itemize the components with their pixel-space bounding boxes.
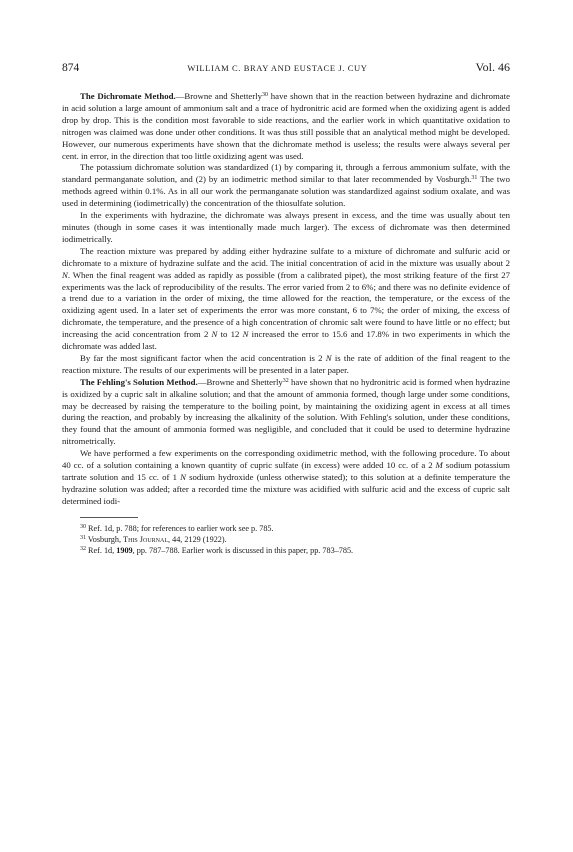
- text-run: sodium potassium tartrate solution and 15 cc. of 1: [62, 460, 510, 482]
- footnote-text: Vosburgh,: [86, 534, 124, 544]
- footnote-ref-32: 32: [282, 377, 289, 384]
- text-run: sodium hydroxide (unless otherwise stated); to this solution at a definite temperature the hydrazine solution was added; after a recorded time the mixture was acidified with sulfuric acid and the excess of cupric salt determined iodi-: [62, 472, 510, 506]
- text-run: increased the error to 15.6 and 17.8% in two experiments in which the dichromate was added last.: [62, 329, 510, 352]
- running-title: WILLIAM C. BRAY AND EUSTACE J. CUY: [187, 63, 368, 73]
- footnote-mark: 30: [80, 523, 86, 530]
- page-number: 874: [62, 62, 80, 74]
- footnote-31: [62, 534, 510, 545]
- text-run: have shown that no hydronitric acid is formed when hydrazine is oxidized by a cupric salt in alkaline solution; and that the amount of ammonia formed, though large under some conditions, may be decreased by raising the temperature to the boiling point, by maintaining the oxidizing agent in excess at all times during the reaction, and probably by increasing the alkalinity of the solution. With Fehling's solution, under these conditions, they found that the amount of ammonia formed was negligible, and concluded that it could be used to determine hydrazine nitrometrically.: [62, 376, 510, 447]
- article-body: [62, 91, 510, 508]
- paragraph-fehlings-method: [62, 377, 510, 448]
- section-heading-fehlings: The Fehling's Solution Method.: [80, 376, 198, 387]
- paragraph-standardization: [62, 162, 510, 210]
- footnote-ref-30: 30: [261, 92, 268, 98]
- normality-symbol: N: [180, 472, 186, 482]
- section-heading-dichromate: The Dichromate Method.: [80, 91, 176, 101]
- footnote-mark: 31: [80, 534, 86, 541]
- text-run: The potassium dichromate solution was standardized (1) by comparing it, through a ferrous ammonium sulfate, with the standard permanganate solution, and (2) by an iodimetric method similar to that later recommended by Vosburgh.: [62, 162, 510, 185]
- normality-symbol: N: [211, 329, 218, 340]
- journal-page: [62, 60, 510, 556]
- text-run: is the rate of addition of the final reagent to the reaction mixture. The results of our experiments will be presented in a later paper.: [62, 352, 510, 375]
- footnote-mark: 32: [80, 545, 86, 552]
- normality-symbol: N: [62, 269, 68, 280]
- text-run: The reaction mixture was prepared by adding either hydrazine sulfate to a mixture of dichromate and sulfuric acid or dichromate to a mixture of hydrazine sulfate and the acid. The initial concentration of acid in the mixture was usually about 2: [62, 245, 510, 268]
- footnote-text: , 44, 2129 (1922).: [168, 534, 227, 544]
- footnote-30: [62, 523, 510, 534]
- footnote-text: Ref. 1d, p. 788; for references to earlier work see p. 785.: [86, 523, 274, 533]
- text-run: We have performed a few experiments on the corresponding oxidimetric method, with the following procedure. To about 40 cc. of a solution containing a known quantity of cupric sulfate (in excess) were added 10 cc. of a 2: [62, 448, 510, 471]
- footnotes: [62, 523, 510, 556]
- text-run: to 12: [217, 329, 243, 340]
- paragraph-dichromate-method: [62, 91, 510, 162]
- text-run: By far the most significant factor when the acid concentration is 2: [80, 352, 326, 363]
- page-header: [62, 60, 510, 75]
- paragraph-significant-factor: [62, 353, 510, 377]
- paragraph-reaction-mixture: [62, 246, 510, 353]
- normality-symbol: N: [325, 352, 332, 363]
- footnote-text: Ref. 1d,: [86, 545, 117, 555]
- journal-name: This Journal: [123, 534, 168, 544]
- normality-symbol: N: [242, 329, 249, 340]
- text-run: —Browne and Shetterly: [175, 91, 262, 101]
- text-run: . When the final reagent was added as rapidly as possible (from a calibrated pipet), the most striking feature of the first 27 experiments was the lack of reproducibility of the results. The error varied from 2 to 6%; and there was no definite evidence of a trend due to a variation in the order of mixing, the time allowed for the reaction, the temperature, or the excess of the oxidizing agent used. In a later set of experiments the error was more constant, 6 to 7%; the order of mixing, the excess of dichromate, the temperature, and the presence of a high concentration of chromic salt were found to have little or no effect; but increasing the acid concentration from 2: [62, 269, 510, 340]
- footnote-text: , pp. 787–788. Earlier work is discussed in this paper, pp. 783–785.: [132, 545, 354, 555]
- footnote-year: 1909: [116, 545, 133, 555]
- text-run: have shown that in the reaction between hydrazine and dichromate in acid solution a large amount of ammonium salt and a trace of hydronitric acid are formed when the oxidizing agent is added drop by drop. This is the condition most favorable to side reactions, and the earlier work in which quantitative oxidation to nitrogen was claimed was done under other conditions. It was thus still possible that an analytical method might be developed. However, our numerous experiments have shown that the dichromate method is useless; the results were always several per cent. in error, in the direction that too little oxidizing agent was used.: [62, 91, 510, 161]
- footnote-ref-31: 31: [471, 175, 478, 182]
- paragraph-procedure: [62, 448, 510, 508]
- footnote-32: [62, 545, 510, 556]
- text-run: —Browne and Shetterly: [197, 376, 283, 387]
- volume-label: Vol. 46: [475, 60, 510, 74]
- paragraph-hydrazine-experiments: In the experiments with hydrazine, the dichromate was always present in excess, and the time was usually about ten minutes (though in some cases it was intentionally made much larger). The excess of dichromate was then determined iodimetrically.: [62, 210, 510, 244]
- molarity-symbol: M: [435, 460, 443, 471]
- text-run: The two methods agreed within 0.1%. As in all our work the permanganate solution was standardized against sodium oxalate, and was used in determining (iodimetrically) the concentration of the thiosulfate solution.: [62, 174, 510, 209]
- footnote-divider: [80, 517, 138, 518]
